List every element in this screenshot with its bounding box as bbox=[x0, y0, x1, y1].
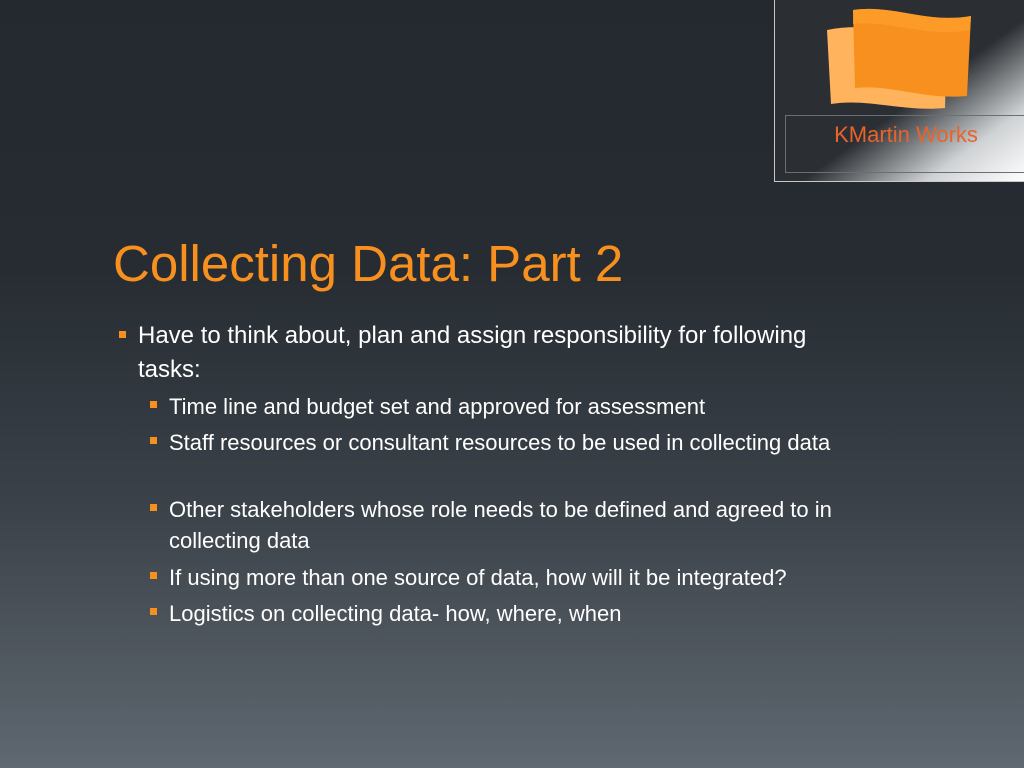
sub-bullet-text: Other stakeholders whose role needs to be defined and agreed to in collecting data bbox=[169, 497, 832, 553]
square-bullet-icon bbox=[150, 608, 157, 615]
sub-bullet-text: Time line and budget set and approved for assessment bbox=[169, 394, 706, 419]
list-item bbox=[138, 319, 858, 387]
sub-list-item bbox=[169, 391, 894, 422]
logo-label: KMartin Works bbox=[834, 122, 978, 147]
square-bullet-icon bbox=[119, 331, 126, 338]
sub-list-item bbox=[169, 427, 894, 458]
square-bullet-icon bbox=[150, 437, 157, 444]
sub-bullet-text: Staff resources or consultant resources to be used in collecting data bbox=[169, 430, 831, 455]
sub-list-item bbox=[169, 494, 894, 556]
sub-bullet-text: Logistics on collecting data- how, where, when bbox=[169, 601, 622, 626]
bullet-text: Have to think about, plan and assign responsibility for following tasks: bbox=[138, 322, 807, 383]
square-bullet-icon bbox=[150, 572, 157, 579]
square-bullet-icon bbox=[150, 401, 157, 408]
sub-bullet-text: If using more than one source of data, how will it be integrated? bbox=[169, 565, 787, 590]
sub-list-item bbox=[169, 598, 894, 629]
sub-list-item bbox=[169, 562, 894, 593]
square-bullet-icon bbox=[150, 504, 157, 511]
slide-title: Collecting Data: Part 2 bbox=[113, 235, 624, 292]
